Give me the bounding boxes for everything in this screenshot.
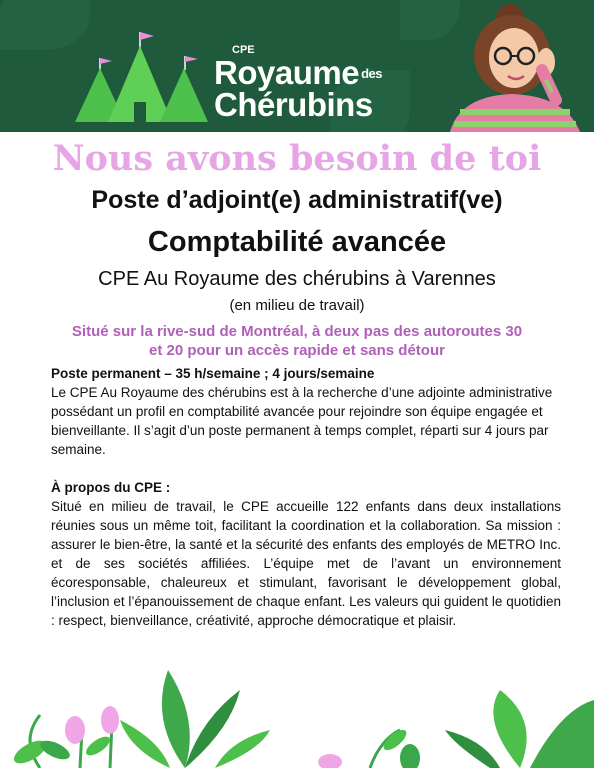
location-line-2: et 20 pour un accès rapide et sans détour bbox=[149, 342, 445, 359]
job-heading: Poste permanent – 35 h/semaine ; 4 jours/semaine bbox=[51, 366, 375, 381]
about-heading: À propos du CPE : bbox=[51, 480, 171, 495]
specialty-title: Comptabilité avancée bbox=[147, 226, 447, 258]
job-description-body bbox=[51, 364, 561, 630]
location-note bbox=[40, 322, 554, 360]
footer-plants-illustration bbox=[0, 660, 594, 768]
job-description: Le CPE Au Royaume des chérubins est à la recherche d’une adjointe administrative possédant un profil en comptabilité avancée pour rejoindre son équipe engagée et bienveillante. Il s’agit d’un poste permanent à temps complet, réparti sur 4 jours par semaine. bbox=[51, 385, 553, 457]
logo-royaume: Royaume bbox=[214, 54, 360, 91]
header-banner bbox=[0, 0, 594, 132]
location-line-1: Situé sur la rive-sud de Montréal, à deux pas des autoroutes 30 bbox=[71, 323, 523, 340]
position-title: Poste d’adjoint(e) administratif(ve) bbox=[91, 186, 503, 214]
main-heading: Nous avons besoin de toi bbox=[52, 138, 542, 179]
logo-title-line2: Chérubins bbox=[214, 86, 373, 123]
about-text: Situé en milieu de travail, le CPE accueille 122 enfants dans deux installations réunies sous un même toit, facilitant la coordination et la collaboration. Sa mission : assurer le bien-être, la santé et la sécurité des enfants des employés de METRO Inc. et de ses sociétés affiliées. L’équipe met de l’avant un environnement écoresponsable, chaleureux et stimulant, favorisant le développement global, l’inclusion et l’épanouissement de chaque enfant. Les valeurs qui guident le quotidien : respect, bienveillance, créativité, approche démocratique et plaisir. bbox=[51, 499, 561, 628]
person-illustration bbox=[430, 0, 594, 132]
organization-title: CPE Au Royaume des chérubins à Varennes bbox=[98, 268, 496, 290]
logo-small-text: CPE bbox=[232, 44, 255, 56]
logo-trees-icon bbox=[70, 30, 210, 125]
setting-subtitle: (en milieu de travail) bbox=[229, 297, 365, 314]
logo-des: des bbox=[361, 66, 382, 81]
